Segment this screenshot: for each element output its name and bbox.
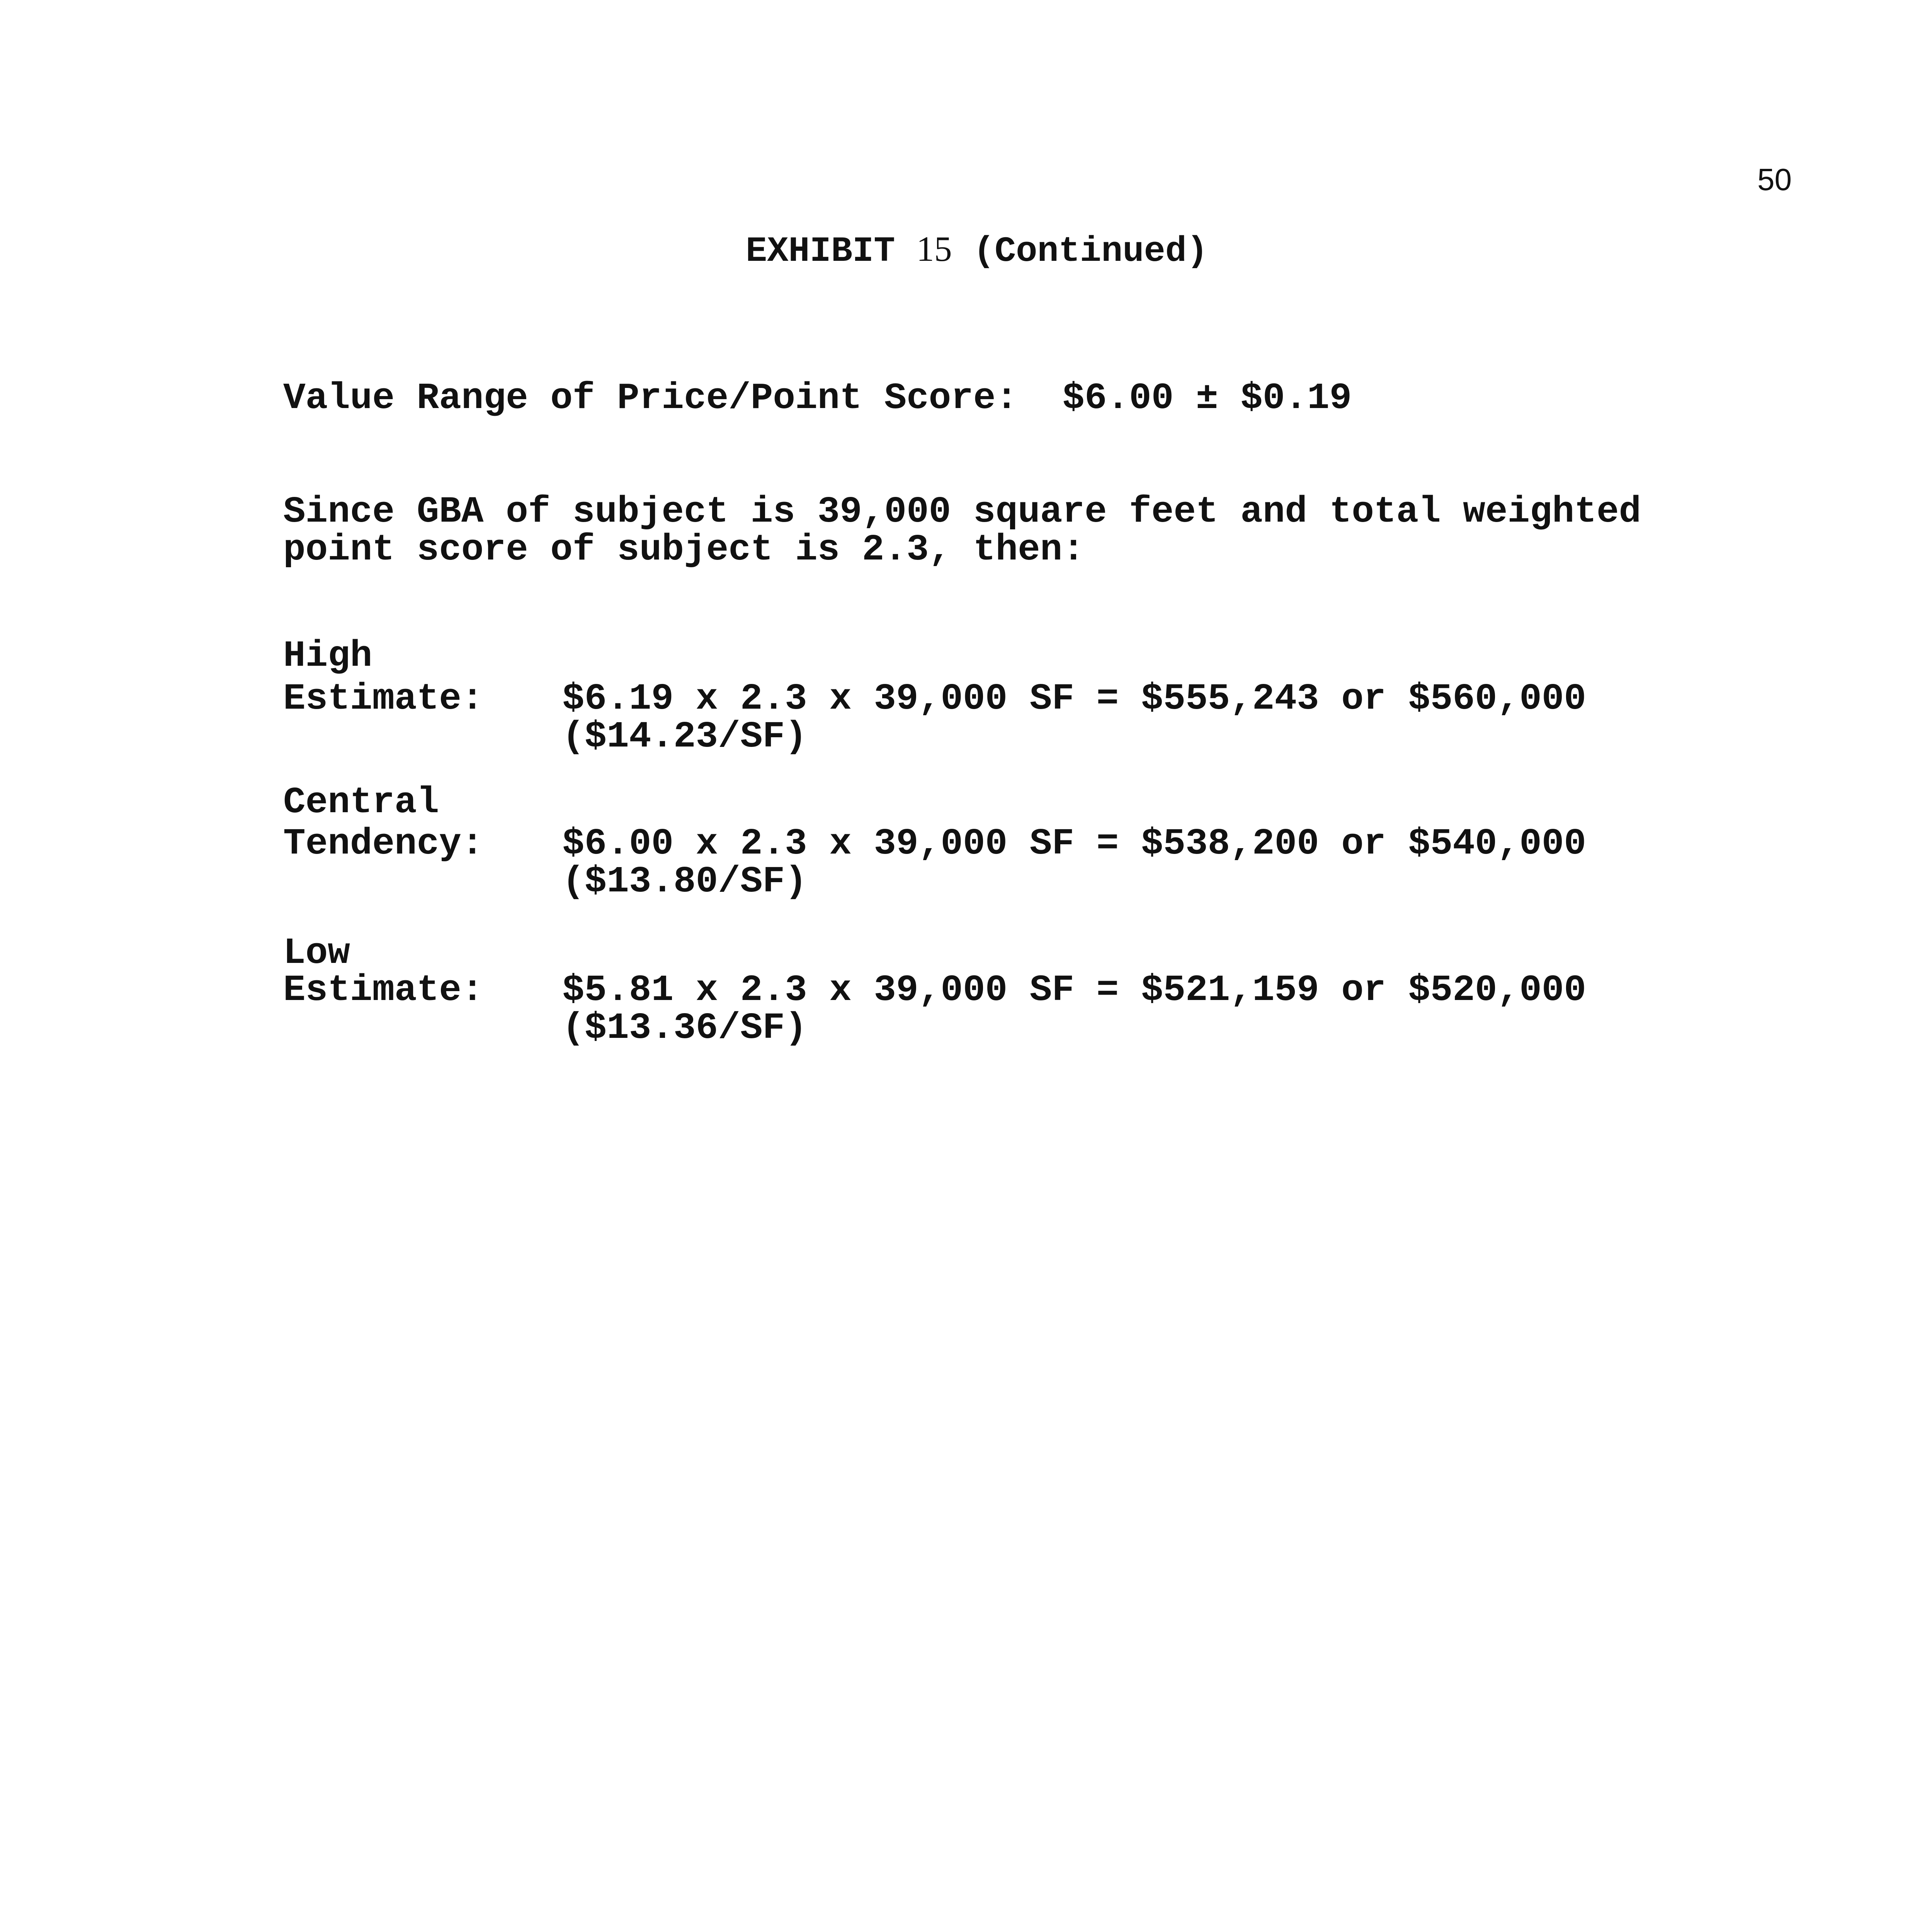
low-estimate-per-sf: ($13.36/SF) bbox=[562, 1007, 807, 1049]
high-estimate-label-line2: Estimate: bbox=[283, 678, 484, 720]
central-tendency-per-sf: ($13.80/SF) bbox=[562, 861, 807, 903]
central-tendency-label-line2: Tendency: bbox=[283, 823, 484, 865]
central-tendency-label-line1: Central bbox=[283, 781, 439, 823]
high-estimate-calculation: $6.19 x 2.3 x 39,000 SF = $555,243 or $560,000 bbox=[562, 678, 1587, 720]
high-estimate-per-sf: ($14.23/SF) bbox=[562, 716, 807, 758]
title-suffix: (Continued) bbox=[952, 231, 1208, 272]
central-tendency-calculation: $6.00 x 2.3 x 39,000 SF = $538,200 or $540,000 bbox=[562, 823, 1587, 865]
intro-line-1: Since GBA of subject is 39,000 square feet and total weighted bbox=[283, 491, 1641, 533]
low-estimate-calculation: $5.81 x 2.3 x 39,000 SF = $521,159 or $520,000 bbox=[562, 969, 1587, 1011]
value-range-line: Value Range of Price/Point Score: $6.00 ± $0.19 bbox=[283, 377, 1352, 419]
low-estimate-label-line1: Low bbox=[283, 932, 350, 974]
high-estimate-label-line1: High bbox=[283, 635, 372, 677]
intro-line-2: point score of subject is 2.3, then: bbox=[283, 529, 1085, 571]
low-estimate-label-line2: Estimate: bbox=[283, 969, 484, 1011]
page-title bbox=[746, 229, 1208, 272]
title-prefix: EXHIBIT bbox=[746, 231, 917, 272]
exhibit-number: 15 bbox=[916, 229, 952, 269]
page-number: 50 bbox=[1757, 162, 1792, 197]
